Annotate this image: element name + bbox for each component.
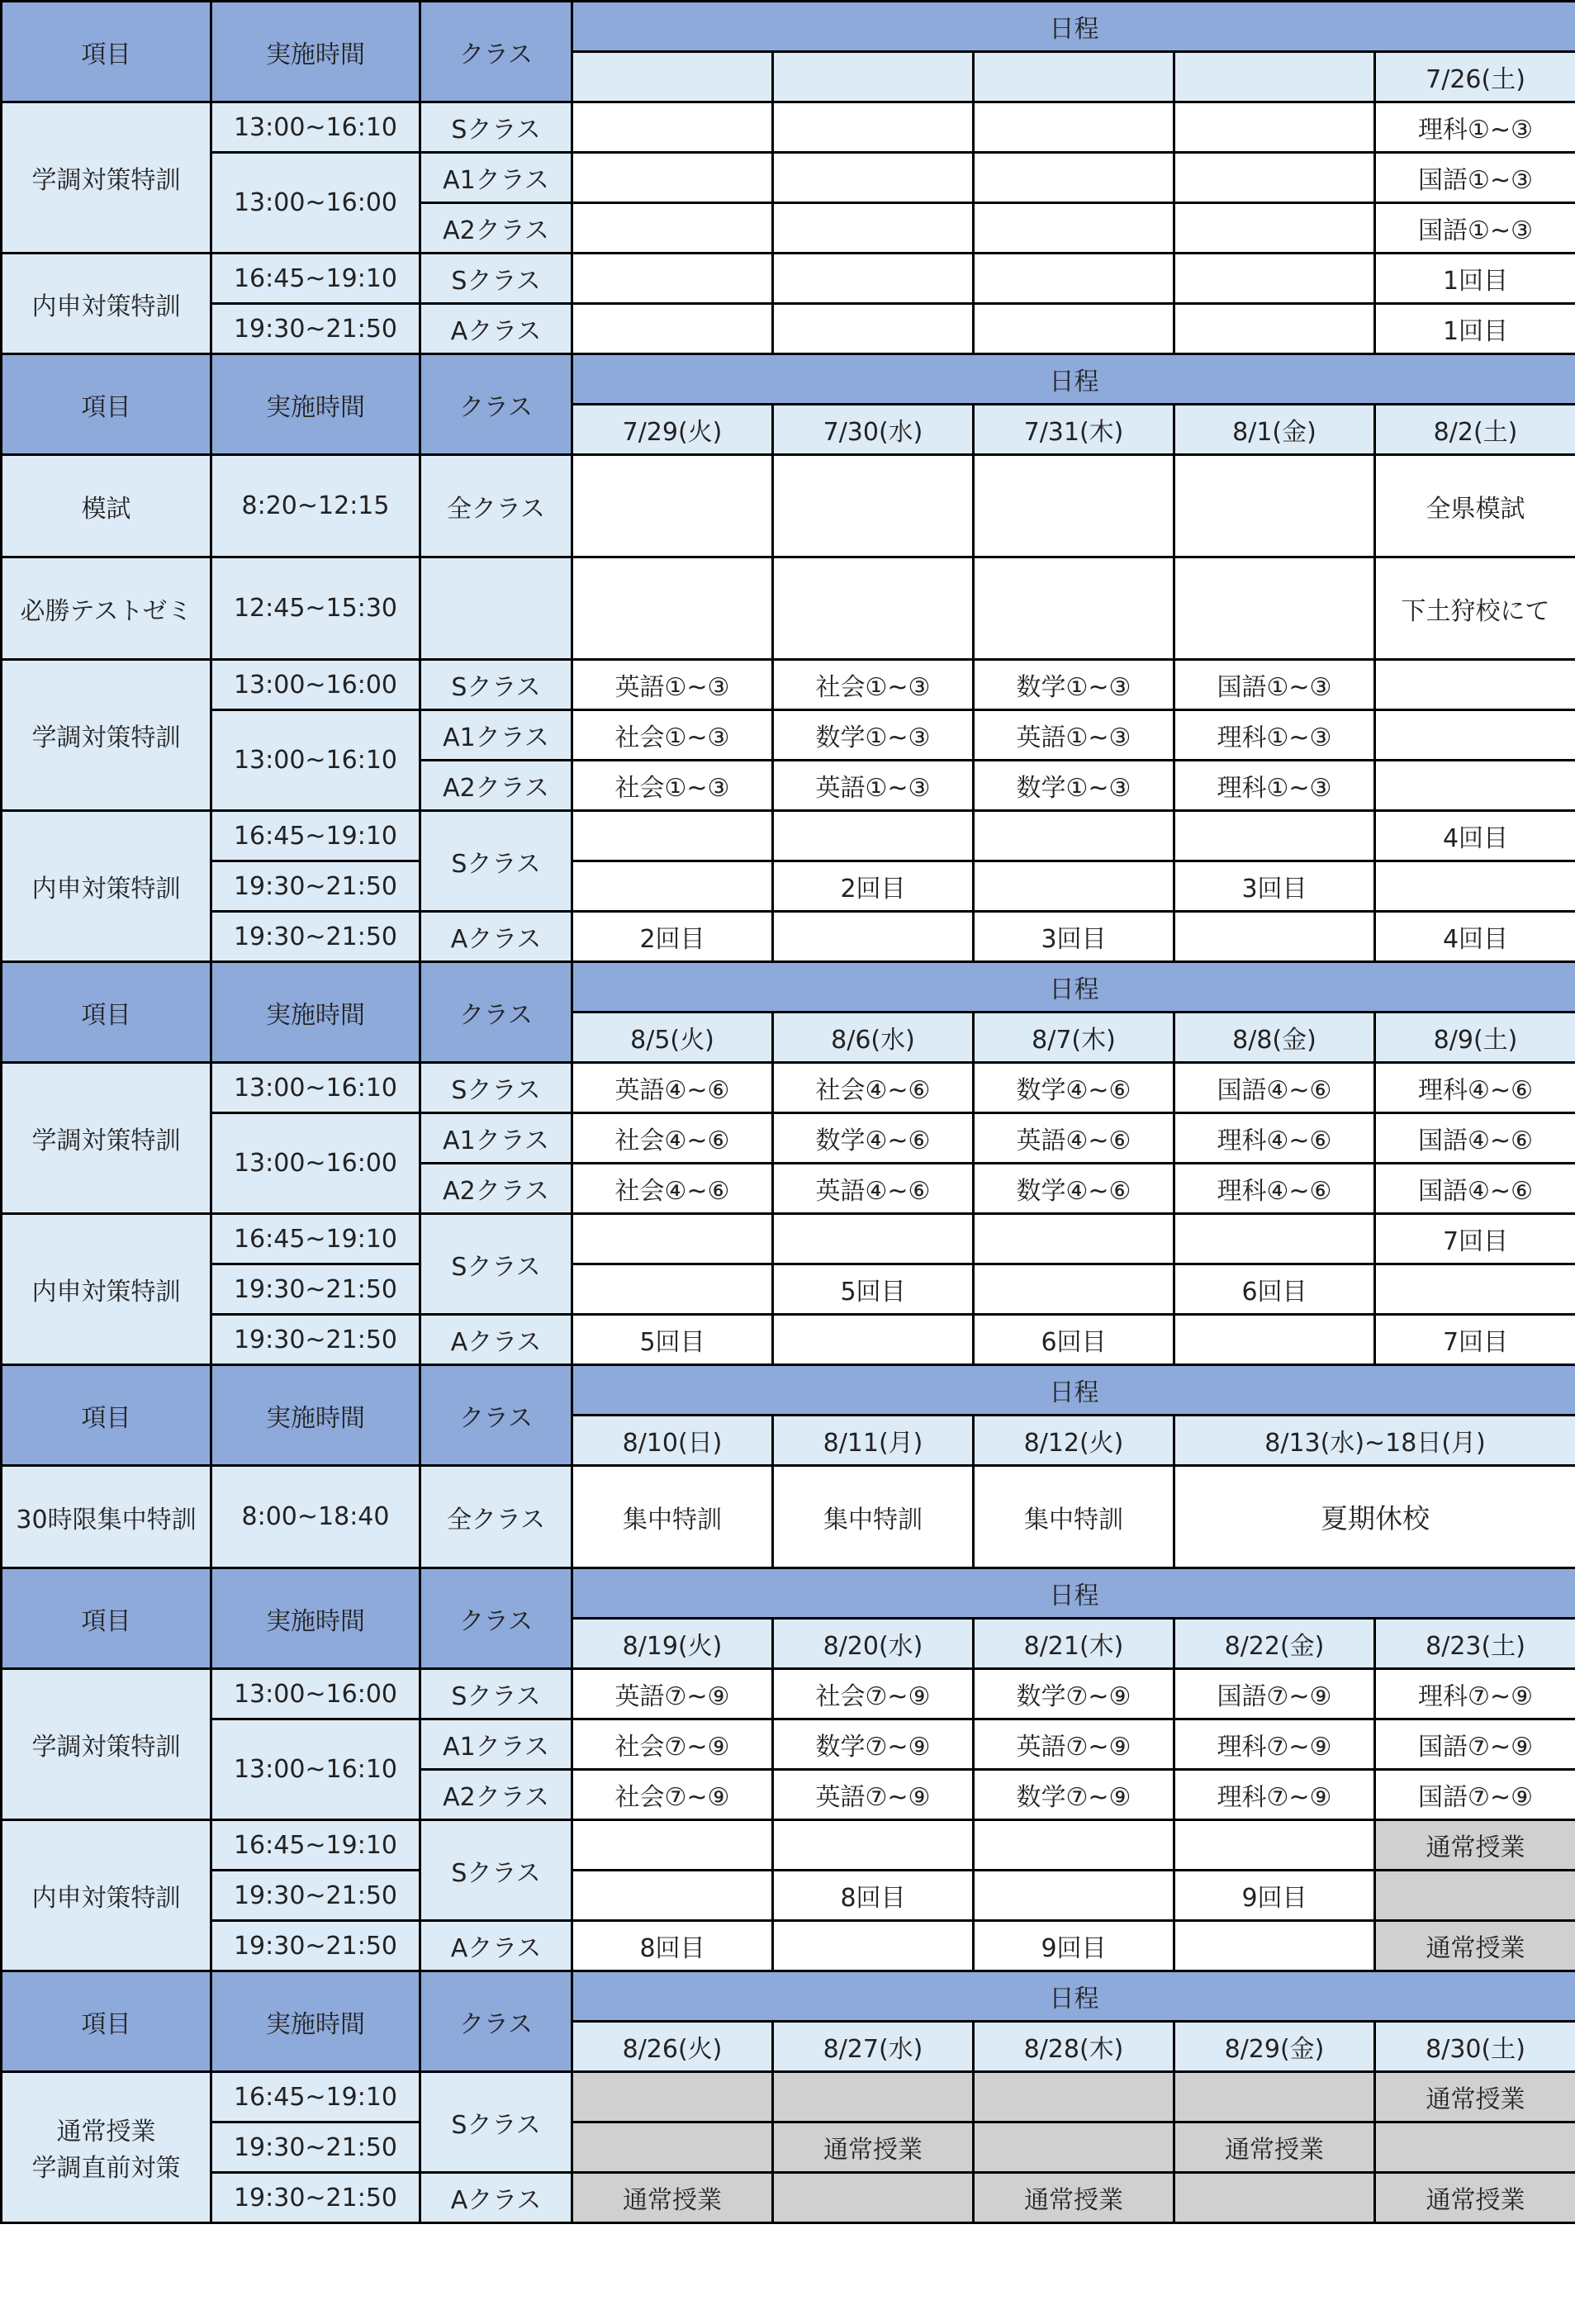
schedule-cell xyxy=(974,1214,1174,1264)
date-cell: 8/12(火) xyxy=(974,1416,1174,1466)
item-header: 項目 xyxy=(2,2,211,102)
schedule-cell: 理科①~③ xyxy=(1375,102,1575,153)
date-cell: 8/2(土) xyxy=(1375,405,1575,455)
schedule-cell xyxy=(1375,1264,1575,1315)
schedule-cell: 国語④~⑥ xyxy=(1375,1113,1575,1164)
schedule-cell xyxy=(1174,2072,1375,2122)
time-cell: 16:45~19:10 xyxy=(211,254,420,304)
schedule-cell xyxy=(1174,1921,1375,1971)
time-cell: 16:45~19:10 xyxy=(211,1820,420,1871)
schedule-cell: 国語⑦~⑨ xyxy=(1375,1719,1575,1770)
schedule-cell: 6回目 xyxy=(974,1315,1174,1365)
date-cell: 8/20(水) xyxy=(773,1619,974,1669)
schedule-cell: 集中特訓 xyxy=(572,1466,773,1568)
schedule-cell xyxy=(572,1871,773,1921)
date-cell: 8/19(火) xyxy=(572,1619,773,1669)
schedule-cell: 1回目 xyxy=(1375,254,1575,304)
course-label: 内申対策特訓 xyxy=(2,1214,211,1365)
date-cell: 8/13(水)~18日(月) xyxy=(1174,1416,1575,1466)
schedule-cell xyxy=(974,455,1174,557)
block2-header-row xyxy=(2,354,1575,405)
schedule-cell: 4回目 xyxy=(1375,811,1575,861)
schedule-cell xyxy=(773,203,974,254)
schedule-cell xyxy=(773,254,974,304)
schedule-cell xyxy=(974,811,1174,861)
block3-header-row xyxy=(2,962,1575,1013)
class-cell: Sクラス xyxy=(420,1214,572,1315)
schedule-cell xyxy=(974,304,1174,354)
schedule-cell: 社会④~⑥ xyxy=(572,1113,773,1164)
time-cell: 13:00~16:00 xyxy=(211,660,420,710)
schedule-cell xyxy=(1174,203,1375,254)
time-cell: 13:00~16:10 xyxy=(211,102,420,153)
schedule-cell xyxy=(974,153,1174,203)
item-header: 項目 xyxy=(2,1568,211,1669)
schedule-cell xyxy=(1375,1871,1575,1921)
schedule-cell xyxy=(572,102,773,153)
table-row xyxy=(2,1669,1575,1719)
schedule-cell xyxy=(572,254,773,304)
block6-header-row xyxy=(2,1971,1575,2022)
time-cell: 19:30~21:50 xyxy=(211,1315,420,1365)
schedule-cell: 国語⑦~⑨ xyxy=(1375,1770,1575,1820)
schedule-cell xyxy=(1174,455,1375,557)
schedule-cell: 9回目 xyxy=(974,1921,1174,1971)
schedule-header: 日程 xyxy=(572,1365,1575,1416)
class-header: クラス xyxy=(420,1365,572,1466)
schedule-cell: 理科①~③ xyxy=(1174,761,1375,811)
schedule-cell: 英語①~③ xyxy=(572,660,773,710)
schedule-cell xyxy=(974,557,1174,660)
time-cell: 19:30~21:50 xyxy=(211,1871,420,1921)
schedule-cell xyxy=(974,2072,1174,2122)
date-cell: 8/23(土) xyxy=(1375,1619,1575,1669)
schedule-cell: 社会①~③ xyxy=(572,761,773,811)
class-cell: Sクラス xyxy=(420,1063,572,1113)
schedule-cell: 通常授業 xyxy=(1174,2122,1375,2173)
schedule-cell: 国語①~③ xyxy=(1375,153,1575,203)
time-cell: 13:00~16:00 xyxy=(211,1669,420,1719)
schedule-cell: 社会⑦~⑨ xyxy=(572,1719,773,1770)
date-cell: 8/8(金) xyxy=(1174,1013,1375,1063)
time-cell: 19:30~21:50 xyxy=(211,2122,420,2173)
time-header: 実施時間 xyxy=(211,354,420,455)
schedule-cell xyxy=(1375,2122,1575,2173)
time-cell: 19:30~21:50 xyxy=(211,861,420,912)
class-cell: Sクラス xyxy=(420,254,572,304)
class-header: クラス xyxy=(420,962,572,1063)
table-row xyxy=(2,102,1575,153)
time-cell: 13:00~16:10 xyxy=(211,710,420,811)
date-cell xyxy=(1174,52,1375,102)
table-row xyxy=(2,2072,1575,2122)
schedule-cell: 社会⑦~⑨ xyxy=(773,1669,974,1719)
class-cell: Aクラス xyxy=(420,1921,572,1971)
schedule-cell xyxy=(572,811,773,861)
schedule-cell: 通常授業 xyxy=(773,2122,974,2173)
class-cell: Sクラス xyxy=(420,1669,572,1719)
time-cell: 13:00~16:00 xyxy=(211,153,420,254)
item-header: 項目 xyxy=(2,1365,211,1466)
schedule-cell xyxy=(1174,1315,1375,1365)
item-header: 項目 xyxy=(2,354,211,455)
schedule-cell: 英語①~③ xyxy=(974,710,1174,761)
schedule-cell: 数学⑦~⑨ xyxy=(974,1770,1174,1820)
class-cell: A2クラス xyxy=(420,203,572,254)
schedule-cell xyxy=(572,2072,773,2122)
class-cell: A1クラス xyxy=(420,710,572,761)
schedule-cell: 通常授業 xyxy=(1375,1921,1575,1971)
schedule-cell: 夏期休校 xyxy=(1174,1466,1575,1568)
table-row xyxy=(2,861,1575,912)
schedule-cell xyxy=(1174,1820,1375,1871)
schedule-cell xyxy=(1174,153,1375,203)
time-cell: 8:20~12:15 xyxy=(211,455,420,557)
table-row xyxy=(2,557,1575,660)
class-cell: Sクラス xyxy=(420,811,572,912)
table-row xyxy=(2,1063,1575,1113)
schedule-cell: 社会⑦~⑨ xyxy=(572,1770,773,1820)
schedule-cell: 数学④~⑥ xyxy=(974,1164,1174,1214)
class-cell: 全クラス xyxy=(420,1466,572,1568)
schedule-cell: 3回目 xyxy=(974,912,1174,962)
schedule-cell: 英語④~⑥ xyxy=(974,1113,1174,1164)
schedule-cell: 通常授業 xyxy=(1375,2173,1575,2223)
schedule-cell: 国語④~⑥ xyxy=(1375,1164,1575,1214)
schedule-cell: 数学④~⑥ xyxy=(773,1113,974,1164)
table-row xyxy=(2,1466,1575,1568)
time-cell: 16:45~19:10 xyxy=(211,1214,420,1264)
class-cell: Sクラス xyxy=(420,102,572,153)
schedule-cell xyxy=(1174,2173,1375,2223)
schedule-cell xyxy=(1174,304,1375,354)
class-cell: A2クラス xyxy=(420,1164,572,1214)
date-cell: 8/7(木) xyxy=(974,1013,1174,1063)
date-cell: 8/22(金) xyxy=(1174,1619,1375,1669)
table-row xyxy=(2,1820,1575,1871)
schedule-cell xyxy=(773,811,974,861)
class-cell: Aクラス xyxy=(420,1315,572,1365)
course-label: 30時限集中特訓 xyxy=(2,1466,211,1568)
date-cell: 8/5(火) xyxy=(572,1013,773,1063)
course-label-line2: 学調直前対策 xyxy=(31,2154,181,2183)
schedule-cell: 英語⑦~⑨ xyxy=(974,1719,1174,1770)
item-header: 項目 xyxy=(2,1971,211,2072)
date-cell: 7/26(土) xyxy=(1375,52,1575,102)
schedule-cell xyxy=(773,102,974,153)
schedule-cell: 下土狩校にて xyxy=(1375,557,1575,660)
schedule-cell: 数学④~⑥ xyxy=(974,1063,1174,1113)
class-cell: A2クラス xyxy=(420,1770,572,1820)
date-cell: 8/29(金) xyxy=(1174,2022,1375,2072)
schedule-cell xyxy=(1174,102,1375,153)
class-cell: Sクラス xyxy=(420,1820,572,1921)
schedule-cell xyxy=(773,455,974,557)
table-row xyxy=(2,455,1575,557)
date-cell: 7/29(火) xyxy=(572,405,773,455)
schedule-cell: 国語①~③ xyxy=(1375,203,1575,254)
schedule-cell: 国語⑦~⑨ xyxy=(1174,1669,1375,1719)
date-cell: 8/6(水) xyxy=(773,1013,974,1063)
table-row xyxy=(2,1719,1575,1770)
schedule-cell: 国語④~⑥ xyxy=(1174,1063,1375,1113)
schedule-cell xyxy=(572,1214,773,1264)
schedule-cell xyxy=(1375,710,1575,761)
class-header: クラス xyxy=(420,1971,572,2072)
schedule-cell: 5回目 xyxy=(773,1264,974,1315)
course-label: 学調対策特訓 xyxy=(2,1063,211,1214)
schedule-cell: 社会④~⑥ xyxy=(572,1164,773,1214)
time-cell: 19:30~21:50 xyxy=(211,912,420,962)
course-label: 内申対策特訓 xyxy=(2,811,211,962)
schedule-header: 日程 xyxy=(572,1568,1575,1619)
block1-header-row xyxy=(2,2,1575,52)
class-cell: A2クラス xyxy=(420,761,572,811)
schedule-cell xyxy=(773,1214,974,1264)
class-header: クラス xyxy=(420,2,572,102)
schedule-cell xyxy=(773,1921,974,1971)
schedule-cell: 国語①~③ xyxy=(1174,660,1375,710)
date-cell xyxy=(773,52,974,102)
table-row xyxy=(2,1921,1575,1971)
time-cell: 13:00~16:10 xyxy=(211,1719,420,1820)
schedule-cell: 8回目 xyxy=(572,1921,773,1971)
schedule-cell: 通常授業 xyxy=(1375,1820,1575,1871)
table-row xyxy=(2,254,1575,304)
time-header: 実施時間 xyxy=(211,2,420,102)
schedule-cell xyxy=(773,304,974,354)
schedule-cell xyxy=(1375,660,1575,710)
table-row xyxy=(2,1214,1575,1264)
schedule-cell xyxy=(974,1264,1174,1315)
course-label: 学調対策特訓 xyxy=(2,660,211,811)
schedule-cell: 2回目 xyxy=(773,861,974,912)
class-cell: A1クラス xyxy=(420,153,572,203)
date-cell: 8/21(木) xyxy=(974,1619,1174,1669)
schedule-cell xyxy=(1174,254,1375,304)
schedule-cell: 通常授業 xyxy=(974,2173,1174,2223)
table-row xyxy=(2,912,1575,962)
schedule-cell xyxy=(974,203,1174,254)
block5-header-row xyxy=(2,1568,1575,1619)
schedule-header: 日程 xyxy=(572,2,1575,52)
table-row xyxy=(2,304,1575,354)
schedule-cell: 数学①~③ xyxy=(974,761,1174,811)
table-row xyxy=(2,153,1575,203)
schedule-cell xyxy=(1174,912,1375,962)
time-cell: 16:45~19:10 xyxy=(211,811,420,861)
time-cell: 19:30~21:50 xyxy=(211,1264,420,1315)
schedule-cell xyxy=(773,912,974,962)
schedule-cell: 理科⑦~⑨ xyxy=(1174,1719,1375,1770)
item-header: 項目 xyxy=(2,962,211,1063)
time-cell: 19:30~21:50 xyxy=(211,2173,420,2223)
class-cell: A1クラス xyxy=(420,1113,572,1164)
schedule-cell xyxy=(572,203,773,254)
schedule-cell xyxy=(773,1820,974,1871)
table-row xyxy=(2,660,1575,710)
schedule-cell xyxy=(974,102,1174,153)
schedule-cell xyxy=(773,1315,974,1365)
schedule-header: 日程 xyxy=(572,354,1575,405)
schedule-cell: 集中特訓 xyxy=(974,1466,1174,1568)
date-cell xyxy=(572,52,773,102)
block4-header-row xyxy=(2,1365,1575,1416)
schedule-cell: 集中特訓 xyxy=(773,1466,974,1568)
schedule-cell: 数学⑦~⑨ xyxy=(773,1719,974,1770)
schedule-cell xyxy=(572,1820,773,1871)
class-header: クラス xyxy=(420,354,572,455)
schedule-cell: 数学①~③ xyxy=(974,660,1174,710)
course-label: 内申対策特訓 xyxy=(2,1820,211,1971)
schedule-cell: 理科④~⑥ xyxy=(1174,1164,1375,1214)
schedule-cell xyxy=(974,254,1174,304)
course-label xyxy=(2,2072,211,2223)
course-label-line1: 通常授業 xyxy=(56,2118,156,2146)
schedule-cell xyxy=(1174,557,1375,660)
schedule-cell xyxy=(974,1871,1174,1921)
time-cell: 19:30~21:50 xyxy=(211,304,420,354)
date-cell: 8/28(木) xyxy=(974,2022,1174,2072)
date-cell: 8/1(金) xyxy=(1174,405,1375,455)
schedule-cell: 理科①~③ xyxy=(1174,710,1375,761)
schedule-cell: 社会①~③ xyxy=(773,660,974,710)
schedule-cell: 2回目 xyxy=(572,912,773,962)
date-cell: 7/30(水) xyxy=(773,405,974,455)
schedule-cell: 3回目 xyxy=(1174,861,1375,912)
schedule-cell: 5回目 xyxy=(572,1315,773,1365)
date-cell: 8/26(火) xyxy=(572,2022,773,2072)
time-cell: 13:00~16:00 xyxy=(211,1113,420,1214)
schedule-cell: 理科⑦~⑨ xyxy=(1174,1770,1375,1820)
schedule-cell: 通常授業 xyxy=(1375,2072,1575,2122)
schedule-cell: 全県模試 xyxy=(1375,455,1575,557)
schedule-cell xyxy=(572,861,773,912)
schedule-cell xyxy=(572,1264,773,1315)
time-cell: 12:45~15:30 xyxy=(211,557,420,660)
course-label: 模試 xyxy=(2,455,211,557)
table-row xyxy=(2,811,1575,861)
schedule-cell xyxy=(1174,1214,1375,1264)
time-cell: 19:30~21:50 xyxy=(211,1921,420,1971)
class-cell: Aクラス xyxy=(420,2173,572,2223)
schedule-cell: 7回目 xyxy=(1375,1214,1575,1264)
schedule-cell: 通常授業 xyxy=(572,2173,773,2223)
schedule-cell: 英語⑦~⑨ xyxy=(773,1770,974,1820)
time-header: 実施時間 xyxy=(211,1568,420,1669)
schedule-cell: 1回目 xyxy=(1375,304,1575,354)
schedule-cell: 英語⑦~⑨ xyxy=(572,1669,773,1719)
schedule-cell xyxy=(1375,861,1575,912)
class-cell: Aクラス xyxy=(420,912,572,962)
table-row xyxy=(2,1264,1575,1315)
time-header: 実施時間 xyxy=(211,1971,420,2072)
schedule-cell: 理科④~⑥ xyxy=(1375,1063,1575,1113)
date-cell: 8/27(水) xyxy=(773,2022,974,2072)
date-cell: 7/31(木) xyxy=(974,405,1174,455)
class-cell: Aクラス xyxy=(420,304,572,354)
table-row xyxy=(2,1871,1575,1921)
class-cell: 全クラス xyxy=(420,455,572,557)
table-row xyxy=(2,1315,1575,1365)
schedule-cell xyxy=(572,455,773,557)
course-label: 学調対策特訓 xyxy=(2,1669,211,1820)
table-row xyxy=(2,2122,1575,2173)
schedule-cell: 社会④~⑥ xyxy=(773,1063,974,1113)
table-row xyxy=(2,710,1575,761)
time-header: 実施時間 xyxy=(211,962,420,1063)
date-cell xyxy=(974,52,1174,102)
schedule-cell xyxy=(974,861,1174,912)
schedule-cell xyxy=(773,153,974,203)
schedule-cell xyxy=(572,304,773,354)
course-label: 内申対策特訓 xyxy=(2,254,211,354)
course-label: 必勝テストゼミ xyxy=(2,557,211,660)
schedule-cell xyxy=(572,2122,773,2173)
schedule-cell: 4回目 xyxy=(1375,912,1575,962)
date-cell: 8/11(月) xyxy=(773,1416,974,1466)
class-cell: A1クラス xyxy=(420,1719,572,1770)
schedule-cell: 数学①~③ xyxy=(773,710,974,761)
schedule-header: 日程 xyxy=(572,962,1575,1013)
schedule-cell: 英語④~⑥ xyxy=(572,1063,773,1113)
schedule-header: 日程 xyxy=(572,1971,1575,2022)
class-header: クラス xyxy=(420,1568,572,1669)
schedule-cell: 数学⑦~⑨ xyxy=(974,1669,1174,1719)
schedule-cell: 9回目 xyxy=(1174,1871,1375,1921)
time-cell: 13:00~16:10 xyxy=(211,1063,420,1113)
schedule-cell: 英語④~⑥ xyxy=(773,1164,974,1214)
table-row xyxy=(2,2173,1575,2223)
schedule-cell xyxy=(974,1820,1174,1871)
class-cell: Sクラス xyxy=(420,660,572,710)
course-label: 学調対策特訓 xyxy=(2,102,211,254)
schedule-cell xyxy=(773,2072,974,2122)
schedule-cell: 8回目 xyxy=(773,1871,974,1921)
schedule-cell xyxy=(1174,811,1375,861)
schedule-cell xyxy=(773,2173,974,2223)
schedule-cell: 6回目 xyxy=(1174,1264,1375,1315)
table-row xyxy=(2,1113,1575,1164)
date-cell: 8/9(土) xyxy=(1375,1013,1575,1063)
date-cell: 8/30(土) xyxy=(1375,2022,1575,2072)
schedule-cell xyxy=(572,557,773,660)
class-cell xyxy=(420,557,572,660)
class-cell: Sクラス xyxy=(420,2072,572,2173)
date-cell: 8/10(日) xyxy=(572,1416,773,1466)
schedule-cell xyxy=(1375,761,1575,811)
schedule-cell: 社会①~③ xyxy=(572,710,773,761)
schedule-cell: 理科④~⑥ xyxy=(1174,1113,1375,1164)
time-cell: 8:00~18:40 xyxy=(211,1466,420,1568)
schedule-cell: 理科⑦~⑨ xyxy=(1375,1669,1575,1719)
schedule-cell xyxy=(773,557,974,660)
schedule-cell: 英語①~③ xyxy=(773,761,974,811)
time-header: 実施時間 xyxy=(211,1365,420,1466)
schedule-cell xyxy=(572,153,773,203)
time-cell: 16:45~19:10 xyxy=(211,2072,420,2122)
schedule-cell xyxy=(974,2122,1174,2173)
schedule-cell: 7回目 xyxy=(1375,1315,1575,1365)
